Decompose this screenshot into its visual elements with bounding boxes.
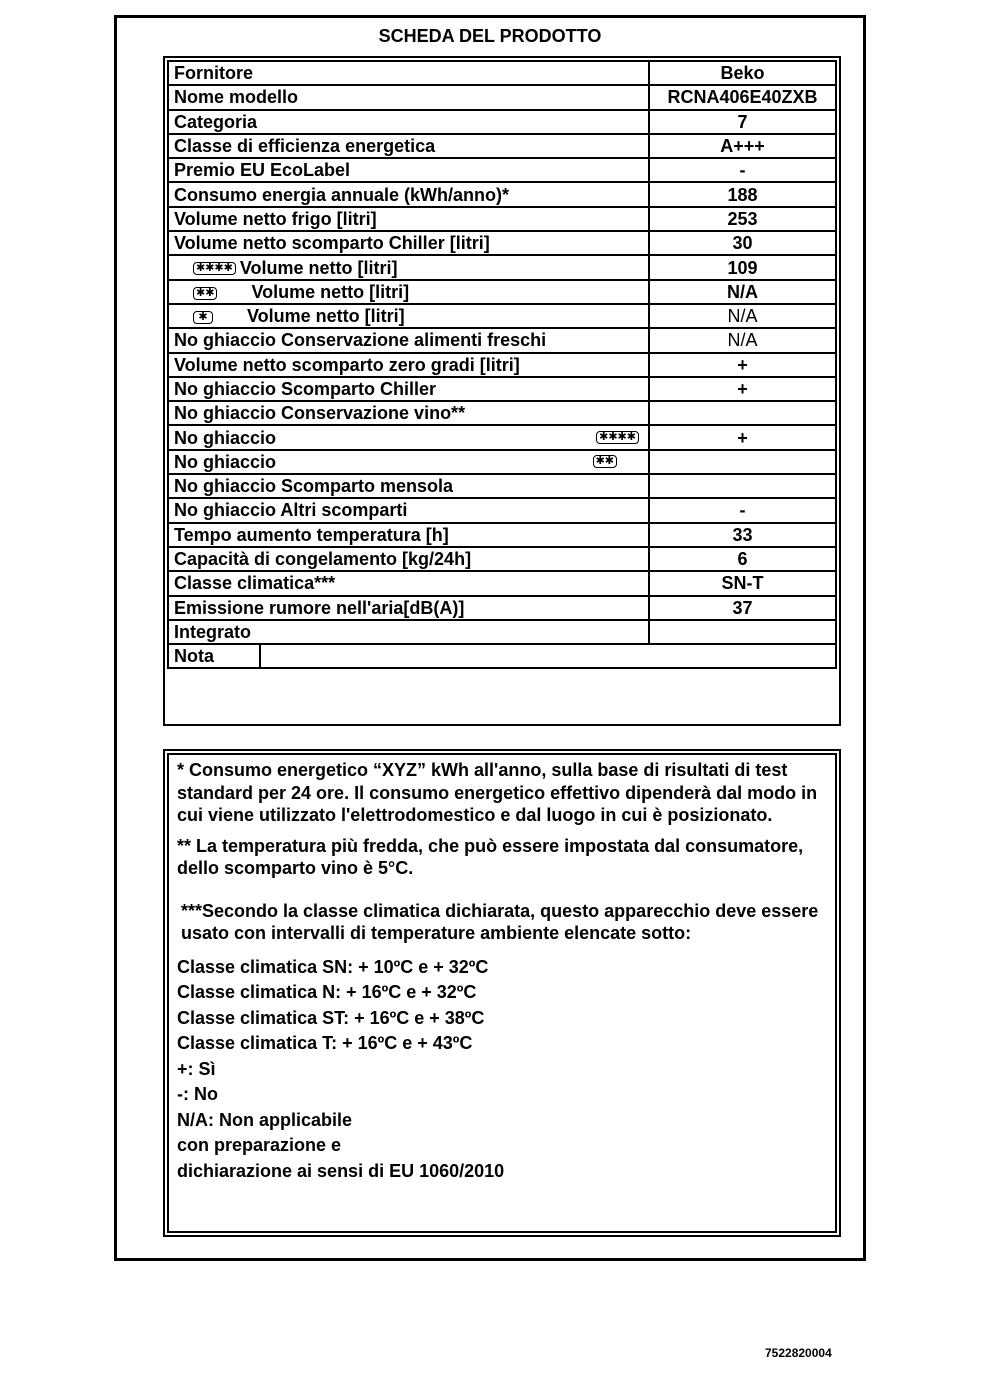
row-label: No ghiaccio Scomparto mensola xyxy=(168,474,649,498)
row-label: Nota xyxy=(168,644,260,668)
note-wine: ** La temperatura più fredda, che può essere impostata dal consumatore, dello scomparto vino è 5°C. xyxy=(177,835,804,878)
row-label: Tempo aumento temperatura [h] xyxy=(168,523,649,547)
row-label: Capacità di congelamento [kg/24h] xyxy=(168,547,649,571)
row-label: Classe di efficienza energetica xyxy=(168,134,649,158)
table-row xyxy=(168,134,836,158)
table-row xyxy=(168,425,836,449)
row-label: No ghiaccio Scomparto Chiller xyxy=(168,377,649,401)
legend-plus: +: Sì xyxy=(177,1058,216,1079)
row-value: 188 xyxy=(649,182,836,206)
row-label: Premio EU EcoLabel xyxy=(168,158,649,182)
two-star-freezer-icon: ✱✱ xyxy=(193,287,217,300)
table-row xyxy=(168,280,836,304)
row-label-with-icon xyxy=(168,450,649,474)
legend-na: N/A: Non applicabile xyxy=(177,1109,353,1130)
four-star-freezer-icon: ✱✱✱✱ xyxy=(193,262,236,275)
row-label: Volume netto scomparto Chiller [litri] xyxy=(168,231,649,255)
row-value xyxy=(649,474,836,498)
row-value: N/A xyxy=(649,328,836,352)
table-row xyxy=(168,110,836,134)
climate-class-st: Classe climatica ST: + 16ºC e + 38ºC xyxy=(177,1007,485,1028)
one-star-freezer-icon: ✱ xyxy=(193,311,213,324)
climate-class-n: Classe climatica N: + 16ºC e + 32ºC xyxy=(177,982,477,1002)
row-label: No ghiaccio Conservazione vino** xyxy=(168,401,649,425)
row-label-with-icon xyxy=(168,304,649,328)
row-label: No ghiaccio xyxy=(174,451,277,472)
row-value: A+++ xyxy=(649,134,836,158)
climate-class-sn: Classe climatica SN: + 10ºC e + 32ºC xyxy=(177,956,489,977)
row-label-with-icon xyxy=(168,255,649,279)
row-label: Volume netto [litri] xyxy=(239,257,398,278)
table-row xyxy=(168,304,836,328)
table-row xyxy=(168,401,836,425)
row-value: + xyxy=(649,425,836,449)
row-value: SN-T xyxy=(649,571,836,595)
spec-table xyxy=(167,60,837,645)
row-label: Emissione rumore nell'aria[dB(A)] xyxy=(168,596,649,620)
row-value xyxy=(649,450,836,474)
table-row xyxy=(168,547,836,571)
climate-class-t: Classe climatica T: + 16ºC e + 43ºC xyxy=(177,1033,473,1053)
table-row xyxy=(168,644,836,668)
legend-minus: -: No xyxy=(177,1084,218,1104)
row-value: Beko xyxy=(649,61,836,85)
four-star-freezer-icon: ✱✱✱✱ xyxy=(596,431,639,444)
table-row xyxy=(168,450,836,474)
sheet-title: SCHEDA DEL PRODOTTO xyxy=(378,26,602,46)
row-label: Categoria xyxy=(168,110,649,134)
row-value: 30 xyxy=(649,231,836,255)
row-value: + xyxy=(649,377,836,401)
table-row xyxy=(168,61,836,85)
table-row xyxy=(168,377,836,401)
row-label: No ghiaccio xyxy=(174,427,277,448)
note-climate: ***Secondo la classe climatica dichiarata, questo apparecchio deve essere usato con intervalli di temperature ambiente elencate sotto: xyxy=(181,900,819,943)
table-row xyxy=(168,328,836,352)
notes-frame xyxy=(163,749,841,1237)
row-value: - xyxy=(649,158,836,182)
row-value: - xyxy=(649,498,836,522)
declaration-text: dichiarazione ai sensi di EU 1060/2010 xyxy=(177,1160,505,1181)
table-row xyxy=(168,620,836,644)
row-value: RCNA406E40ZXB xyxy=(649,85,836,109)
row-label-with-icon xyxy=(168,425,649,449)
table-row xyxy=(168,158,836,182)
table-row xyxy=(168,182,836,206)
row-value: 37 xyxy=(649,596,836,620)
table-row xyxy=(168,571,836,595)
notes-section xyxy=(167,753,837,1233)
table-row xyxy=(168,231,836,255)
table-row xyxy=(168,596,836,620)
row-label: Volume netto [litri] xyxy=(251,281,410,302)
preparation-text: con preparazione e xyxy=(177,1135,342,1155)
row-value: 7 xyxy=(649,110,836,134)
row-label: Nome modello xyxy=(168,85,649,109)
table-row xyxy=(168,255,836,279)
spec-table-frame xyxy=(163,56,841,726)
row-label: Consumo energia annuale (kWh/anno)* xyxy=(168,182,649,206)
table-row xyxy=(168,353,836,377)
row-value: 109 xyxy=(649,255,836,279)
row-label: Volume netto [litri] xyxy=(247,306,405,327)
row-value: N/A xyxy=(649,304,836,328)
table-row xyxy=(168,85,836,109)
nota-table xyxy=(167,643,837,669)
table-row xyxy=(168,474,836,498)
two-star-freezer-icon: ✱✱ xyxy=(593,455,617,468)
row-label: Fornitore xyxy=(168,61,649,85)
row-value: 6 xyxy=(649,547,836,571)
table-row xyxy=(168,523,836,547)
row-label-with-icon xyxy=(168,280,649,304)
row-value: + xyxy=(649,353,836,377)
row-value xyxy=(260,644,836,668)
row-value: 33 xyxy=(649,523,836,547)
row-label: Classe climatica*** xyxy=(168,571,649,595)
document-number: 7522820004 xyxy=(765,1346,832,1360)
row-label: No ghiaccio Altri scomparti xyxy=(168,498,649,522)
table-row xyxy=(168,207,836,231)
row-value: N/A xyxy=(649,280,836,304)
table-row xyxy=(168,498,836,522)
note-energy: * Consumo energetico “XYZ” kWh all'anno, sulla base di risultati di test standard per 24 ore. Il consumo energetico effettivo dipenderà dal modo in cui viene utilizzato l'elettrodomestico e dal luogo in cui è posizionato. xyxy=(177,760,818,825)
row-value: 253 xyxy=(649,207,836,231)
product-sheet xyxy=(114,15,866,1261)
row-label: Integrato xyxy=(168,620,649,644)
row-label: No ghiaccio Conservazione alimenti freschi xyxy=(168,328,649,352)
row-label: Volume netto scomparto zero gradi [litri] xyxy=(168,353,649,377)
row-label: Volume netto frigo [litri] xyxy=(168,207,649,231)
row-value xyxy=(649,401,836,425)
row-value xyxy=(649,620,836,644)
